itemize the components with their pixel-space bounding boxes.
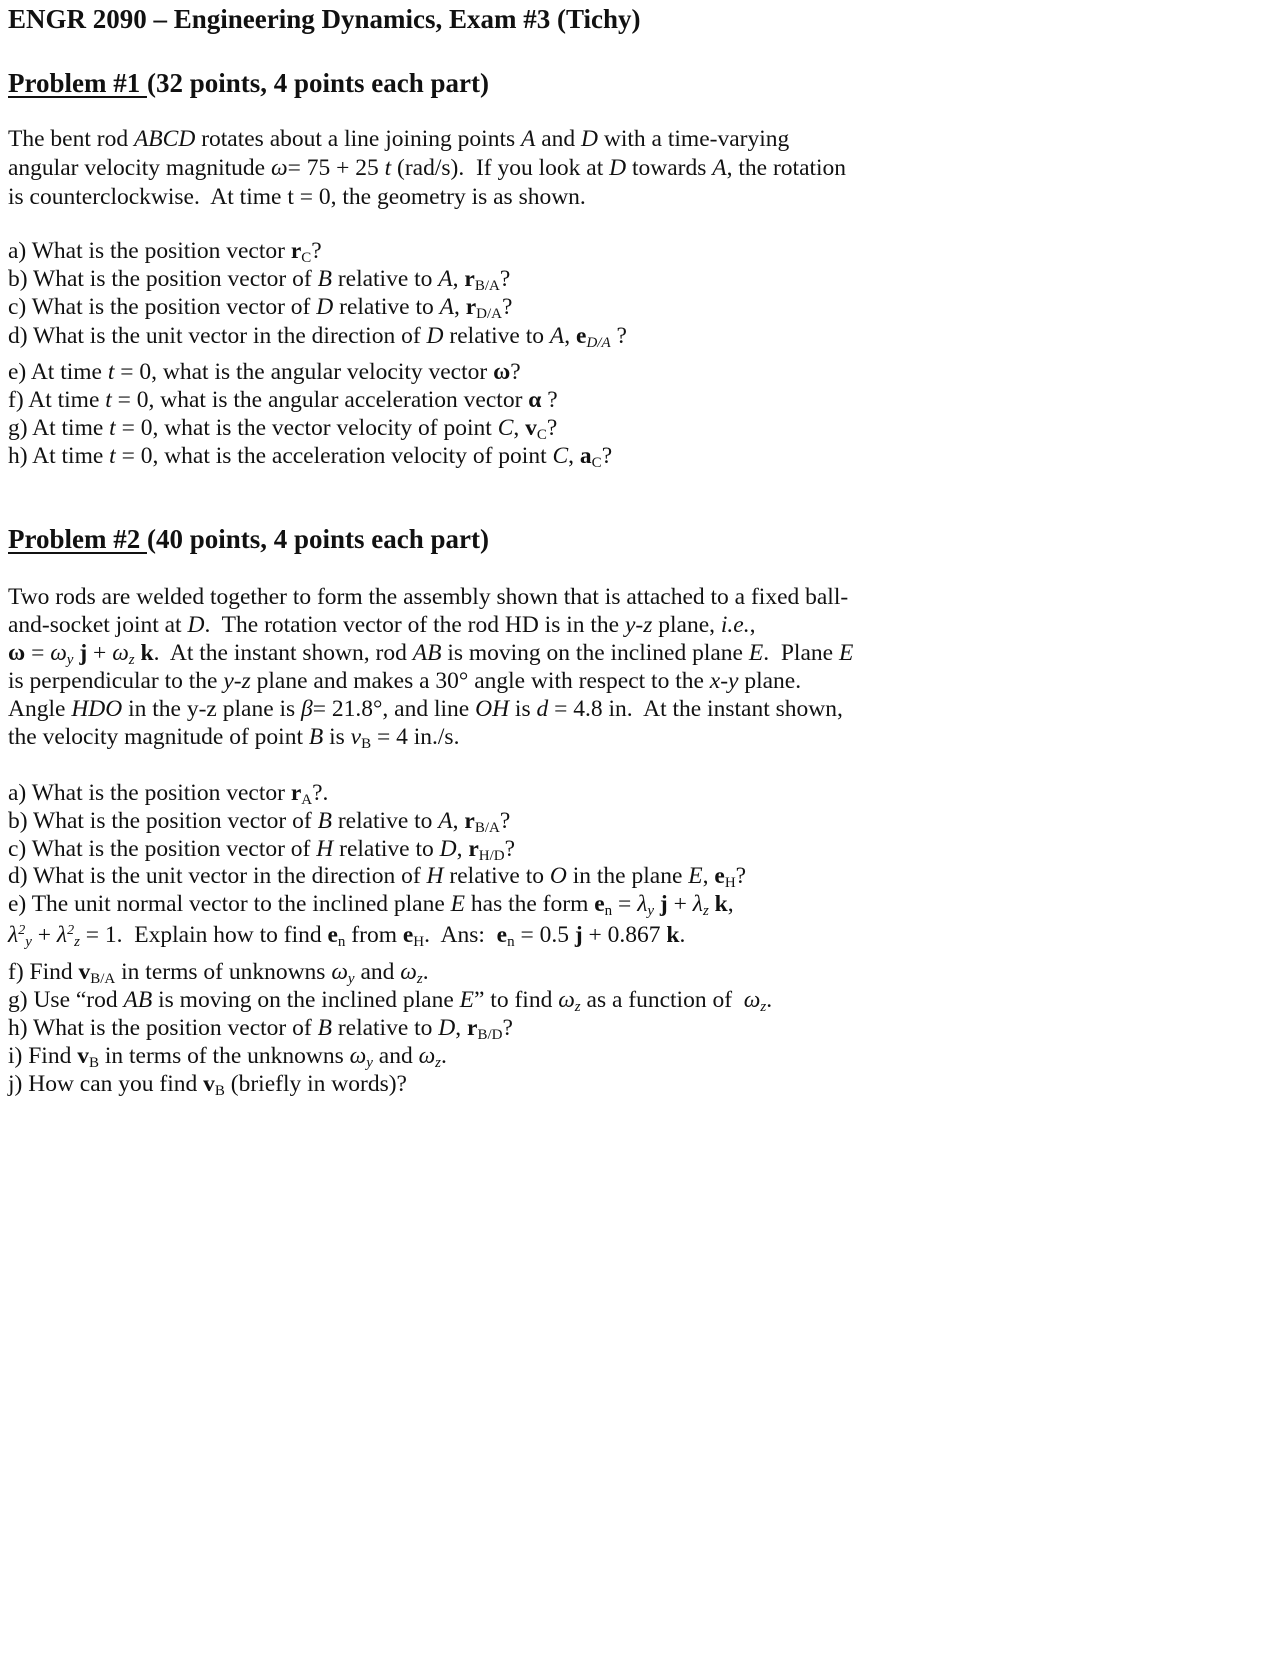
problem2-question-e-cont: $\lambda^2_y + \lambda^2_z = 1$. Explain how to find $e_n$ from $e_H$. Ans: $e_n = 0.5$ j + 0.867 k. [8,922,686,950]
problem1-question-g: g) At time t = 0, what is the vector velocity of point C, $v_C$? [8,415,558,443]
problem1-intro-line-2: angular velocity magnitude ω= 75 + 25 t (rad/s). If you look at D towards A, the rotation [8,155,847,181]
problem2-intro-line-6: the velocity magnitude of point B is $v_B = 4$ in./s. [8,724,460,752]
problem2-question-d: d) What is the unit vector in the direction of H relative to O in the plane E, $e_H$? [8,863,747,891]
problem2-heading [8,524,489,554]
problem2-question-h: h) What is the position vector of B relative to D, $r_{B/D}$? [8,1015,513,1043]
problem2-question-f: f) Find $v_{B/A}$ in terms of unknowns $\omega_y$ and $\omega_z$. [8,959,429,987]
problem2-question-j: j) How can you find $v_B$ (briefly in words)? [8,1071,407,1099]
problem1-label: Problem #1 [8,68,147,98]
problem1-question-b: b) What is the position vector of B relative to A, $r_{B/A}$? [8,266,511,294]
problem2-question-c: c) What is the position vector of H relative to D, $r_{H/D}$? [8,836,516,864]
problem2-question-b: b) What is the position vector of B relative to A, $r_{B/A}$? [8,808,511,836]
problem2-intro-line-3: $\omega = \omega_y$ $j + \omega_z$ k. At the instant shown, rod AB is moving on the inclined plane E. Plane E [8,640,854,668]
problem1-question-f: f) At time t = 0, what is the angular acceleration vector α ? [8,387,558,413]
problem1-question-d: d) What is the unit vector in the direction of D relative to A, $e_{D/A}$ ? [8,323,627,351]
problem1-question-c: c) What is the position vector of D relative to A, $r_{D/A}$? [8,294,513,322]
problem2-intro-line-2: and-socket joint at D. The rotation vector of the rod HD is in the y-z plane, i.e., [8,612,756,638]
exam-title: ENGR 2090 – Engineering Dynamics, Exam #3 (Tichy) [8,4,641,34]
problem1-points: (32 points, 4 points each part) [146,68,490,98]
problem2-label: Problem #2 [8,524,147,554]
problem2-question-a: a) What is the position vector $r_A$?. [8,780,329,808]
problem1-question-h: h) At time t = 0, what is the acceleration velocity of point C, $a_C$? [8,443,613,471]
problem2-intro-line-1: Two rods are welded together to form the assembly shown that is attached to a fixed ball- [8,584,849,610]
problem2-points: (40 points, 4 points each part) [146,524,490,554]
problem1-question-e: e) At time t = 0, what is the angular velocity vector ω? [8,359,521,385]
problem1-question-a: a) What is the position vector $r_C$? [8,238,322,266]
problem1-heading [8,68,489,98]
problem2-intro-line-4: is perpendicular to the y-z plane and makes a 30° angle with respect to the x-y plane. [8,668,802,694]
problem1-intro-line-1: The bent rod ABCD rotates about a line joining points A and D with a time-varying [8,126,790,152]
problem2-intro-line-5: Angle HDO in the y-z plane is β= 21.8°, and line OH is d = 4.8 in. At the instant shown, [8,696,843,722]
problem1-intro-line-3: is counterclockwise. At time t = 0, the geometry is as shown. [8,184,586,210]
problem2-question-i: i) Find $v_B$ in terms of the unknowns $\omega_y$ and $\omega_z$. [8,1043,447,1071]
problem2-question-g: g) Use “rod AB is moving on the inclined plane E” to find $\omega_z$ as a function of $\omega_z$. [8,987,773,1015]
problem2-question-e: e) The unit normal vector to the inclined plane E has the form $e_n = \lambda_y$ $j + \lambda_z$ k, [8,891,734,919]
